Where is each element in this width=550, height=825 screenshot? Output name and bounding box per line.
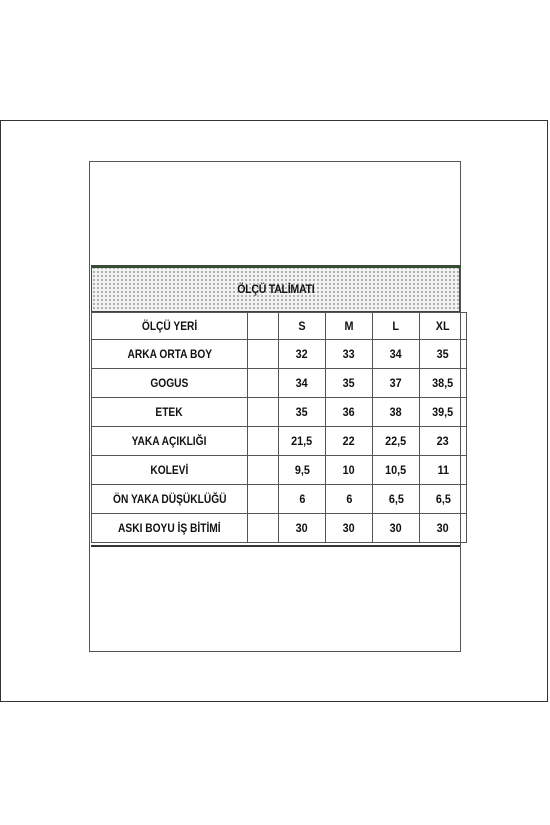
table-cell: 33 bbox=[326, 340, 373, 369]
table-cell: 35 bbox=[420, 340, 467, 369]
table-cell: 30 bbox=[279, 514, 326, 543]
column-header-size: S bbox=[279, 313, 326, 340]
column-header-size: M bbox=[326, 313, 373, 340]
table-cell: 6,5 bbox=[420, 485, 467, 514]
table-header-row bbox=[92, 313, 467, 340]
column-header-measure: ÖLÇÜ YERİ bbox=[92, 313, 248, 340]
table-bottom-rule bbox=[91, 545, 460, 547]
size-chart-title: ÖLÇÜ TALİMATI bbox=[236, 281, 315, 296]
table-cell: 10 bbox=[326, 456, 373, 485]
table-cell: 30 bbox=[373, 514, 420, 543]
row-label: ETEK bbox=[92, 398, 248, 427]
size-chart-header bbox=[91, 265, 460, 312]
row-label: ASKI BOYU İŞ BİTİMİ bbox=[92, 514, 248, 543]
table-row bbox=[92, 485, 467, 514]
blank-cell bbox=[248, 514, 279, 543]
row-label: KOLEVİ bbox=[92, 456, 248, 485]
row-label: GOGUS bbox=[92, 369, 248, 398]
table-cell: 35 bbox=[326, 369, 373, 398]
header-top-rule bbox=[92, 266, 461, 268]
table-row bbox=[92, 456, 467, 485]
row-label: YAKA AÇIKLIĞI bbox=[92, 427, 248, 456]
blank-cell bbox=[248, 398, 279, 427]
table-cell: 37 bbox=[373, 369, 420, 398]
table-cell: 36 bbox=[326, 398, 373, 427]
table-cell: 6,5 bbox=[373, 485, 420, 514]
table-cell: 10,5 bbox=[373, 456, 420, 485]
table-cell: 34 bbox=[279, 369, 326, 398]
table-row bbox=[92, 369, 467, 398]
row-label: ÖN YAKA DÜŞÜKLÜĞÜ bbox=[92, 485, 248, 514]
table-cell: 32 bbox=[279, 340, 326, 369]
table-cell: 22,5 bbox=[373, 427, 420, 456]
column-header-size: L bbox=[373, 313, 420, 340]
table-cell: 9,5 bbox=[279, 456, 326, 485]
table-cell: 35 bbox=[279, 398, 326, 427]
table-cell: 22 bbox=[326, 427, 373, 456]
blank-cell bbox=[248, 313, 279, 340]
table-cell: 39,5 bbox=[420, 398, 467, 427]
table-cell: 23 bbox=[420, 427, 467, 456]
size-table bbox=[91, 312, 467, 543]
blank-cell bbox=[248, 340, 279, 369]
table-cell: 38,5 bbox=[420, 369, 467, 398]
table-cell: 38 bbox=[373, 398, 420, 427]
table-cell: 21,5 bbox=[279, 427, 326, 456]
table-cell: 30 bbox=[420, 514, 467, 543]
row-label: ARKA ORTA BOY bbox=[92, 340, 248, 369]
blank-cell bbox=[248, 369, 279, 398]
column-header-size: XL bbox=[420, 313, 467, 340]
blank-cell bbox=[248, 427, 279, 456]
size-chart bbox=[91, 265, 460, 547]
blank-cell bbox=[248, 456, 279, 485]
table-cell: 30 bbox=[326, 514, 373, 543]
table-row bbox=[92, 340, 467, 369]
table-row bbox=[92, 398, 467, 427]
table-cell: 34 bbox=[373, 340, 420, 369]
table-row bbox=[92, 427, 467, 456]
blank-cell bbox=[248, 485, 279, 514]
table-cell: 6 bbox=[279, 485, 326, 514]
table-row bbox=[92, 514, 467, 543]
table-cell: 6 bbox=[326, 485, 373, 514]
table-cell: 11 bbox=[420, 456, 467, 485]
